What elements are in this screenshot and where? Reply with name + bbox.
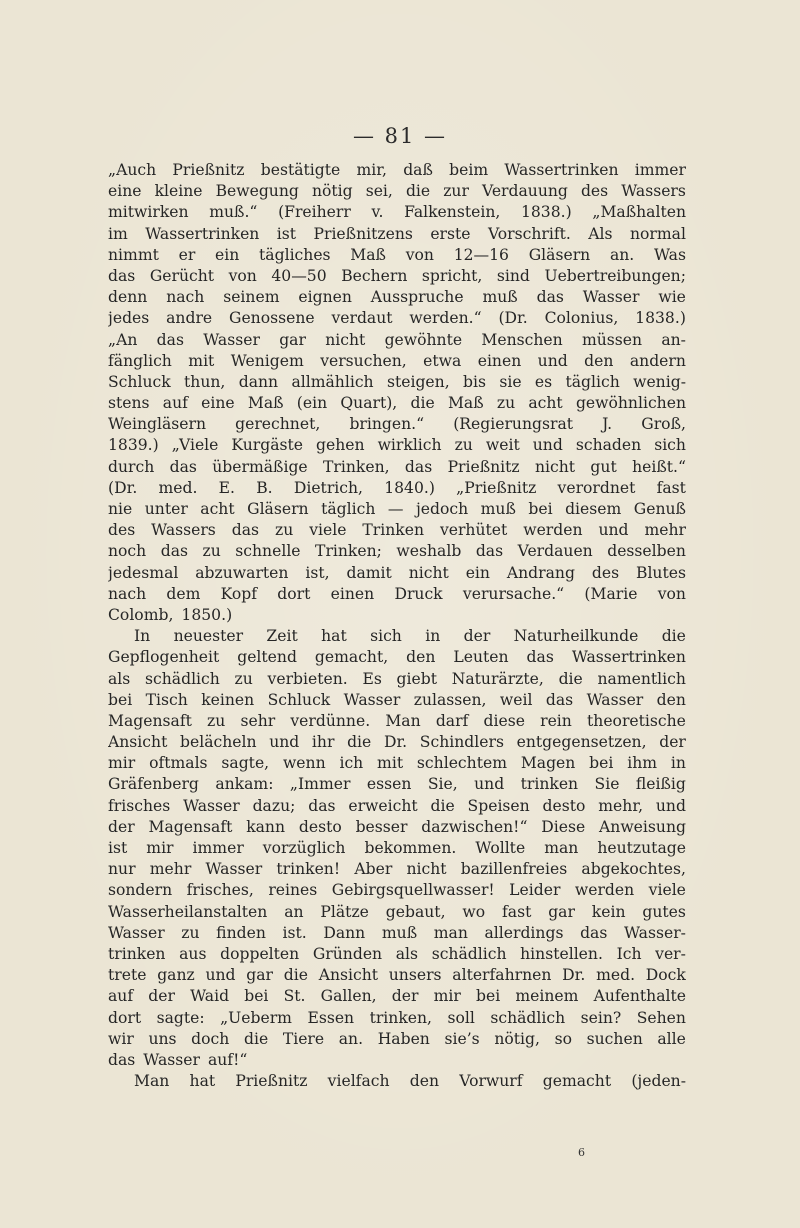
text-line: Colomb, 1850.) [108,605,233,624]
text-line: 1839.) „Viele Kurgäste gehen wirklich zu weit und schaden sich [108,436,686,455]
text-line: denn nach seinem eignen Ausspruche muß das Wasser wie [108,288,686,307]
text-line: eine kleine Bewegung nötig sei, die zur Verdauung des Wassers [108,182,686,201]
text-line: stens auf eine Maß (ein Quart), die Maß zu acht gewöhnlichen [108,394,686,413]
text-line: Man hat Prießnitz vielfach den Vorwurf gemacht (jeden- [134,1072,686,1091]
text-line: sondern frisches, reines Gebirgsquellwasser! Leider werden viele [108,881,686,900]
text-line: des Wassers das zu viele Trinken verhütet werden und mehr [108,521,686,540]
text-line: mitwirken muß.“ (Freiherr v. Falkenstein, 1838.) „Maßhalten [108,203,686,222]
text-line: jedes andre Genossene verdaut werden.“ (Dr. Colonius, 1838.) [108,309,686,328]
page-number: — 81 — [352,124,448,148]
text-line: Wasserheilanstalten an Plätze gebaut, wo fast gar kein gutes [108,902,686,921]
text-line: frisches Wasser dazu; das erweicht die Speisen desto mehr, und [108,796,686,815]
text-line: nur mehr Wasser trinken! Aber nicht bazillenfreies abgekochtes, [108,860,686,879]
text-line: Schluck thun, dann allmählich steigen, bis sie es täglich wenig- [108,372,686,391]
text-line: der Magensaft kann desto besser dazwischen!“ Diese Anweisung [108,817,686,836]
text-line: trinken aus doppelten Gründen als schädlich hinstellen. Ich ver- [108,944,686,963]
text-line: das Wasser auf!“ [108,1050,248,1069]
text-line: bei Tisch keinen Schluck Wasser zulassen, weil das Wasser den [108,690,686,709]
text-line: Wasser zu finden ist. Dann muß man allerdings das Wasser- [108,923,686,942]
text-line: Ansicht belächeln und ihr die Dr. Schindlers entgegensetzen, der [108,733,686,752]
text-line: „An das Wasser gar nicht gewöhnte Menschen müssen an- [108,330,686,349]
text-line: noch das zu schnelle Trinken; weshalb das Verdauen desselben [108,542,686,561]
text-line: im Wassertrinken ist Prießnitzens erste Vorschrift. Als normal [108,224,686,243]
text-line: das Gerücht von 40—50 Bechern spricht, sind Uebertreibungen; [108,266,686,285]
text-line: auf der Waid bei St. Gallen, der mir bei meinem Aufenthalte [108,987,686,1006]
body-text [108,160,686,1092]
text-line: nimmt er ein tägliches Maß von 12—16 Gläsern an. Was [108,245,686,264]
text-line: ist mir immer vorzüglich bekommen. Wollte man heutzutage [108,839,686,857]
text-line: (Dr. med. E. B. Dietrich, 1840.) „Prießnitz verordnet fast [108,478,686,497]
text-line: Gräfenberg ankam: „Immer essen Sie, und trinken Sie fleißig [108,775,686,794]
text-line: mir oftmals sagte, wenn ich mit schlechtem Magen bei ihm in [108,754,686,773]
text-line: wir uns doch die Tiere an. Haben sie’s nötig, so suchen alle [108,1029,686,1048]
text-line: Gepflogenheit geltend gemacht, den Leuten das Wassertrinken [108,648,686,667]
text-line: dort sagte: „Ueberm Essen trinken, soll schädlich sein? Sehen [108,1008,686,1027]
text-line: nach dem Kopf dort einen Druck verursache.“ (Marie von [108,584,686,603]
text-line: In neuester Zeit hat sich in der Naturheilkunde die [134,627,686,646]
text-line: als schädlich zu verbieten. Es giebt Naturärzte, die namentlich [108,669,686,688]
text-line: fänglich mit Wenigem versuchen, etwa einen und den andern [108,351,686,370]
text-line: Magensaft zu sehr verdünne. Man darf diese rein theoretische [108,711,686,730]
text-line: Weingläsern gerechnet, bringen.“ (Regierungsrat J. Groß, [108,415,686,434]
text-line: nie unter acht Gläsern täglich — jedoch muß bei diesem Genuß [108,500,686,518]
text-line: „Auch Prießnitz bestätigte mir, daß beim Wassertrinken immer [108,161,686,179]
text-line: trete ganz und gar die Ansicht unsers alterfahrnen Dr. med. Dock [108,966,686,985]
text-line: durch das übermäßige Trinken, das Prießnitz nicht gut heißt.“ [108,457,686,476]
signature-mark: 6 [578,1146,585,1159]
text-line: jedesmal abzuwarten ist, damit nicht ein Andrang des Blutes [108,563,686,582]
